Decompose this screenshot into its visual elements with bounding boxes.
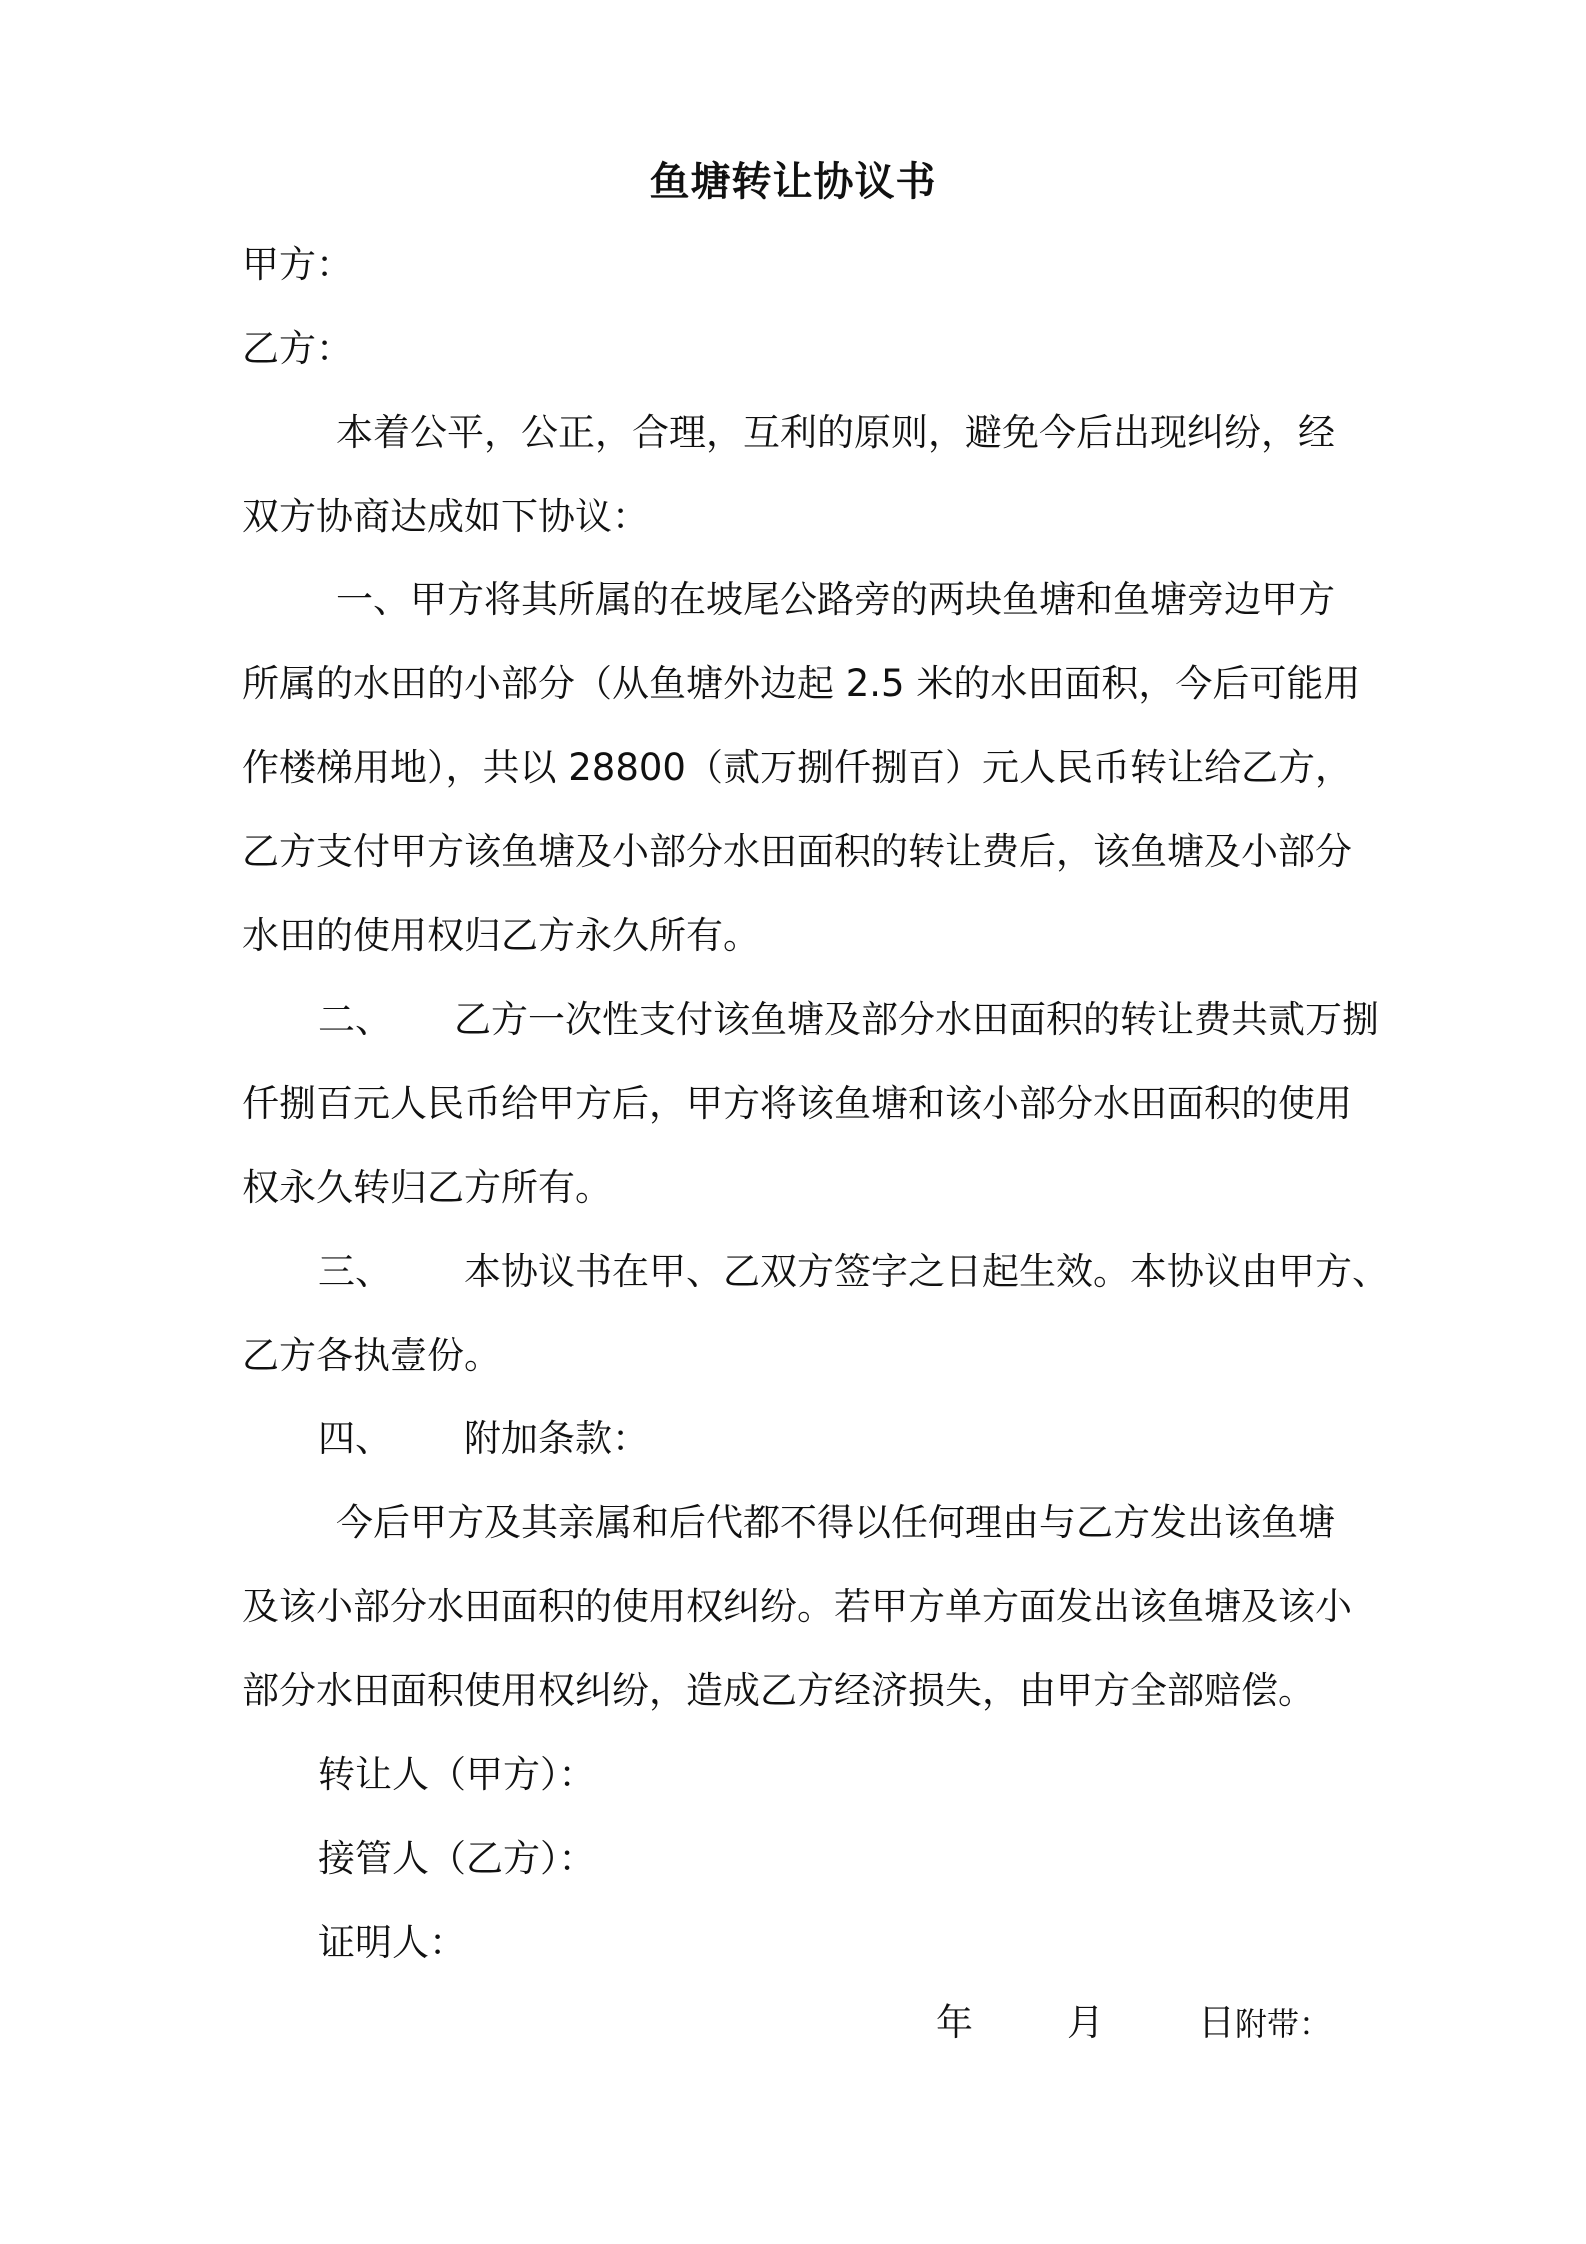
appendix-label: 附带： [1235,2005,1332,2043]
clause1-line-4: 乙方支付甲方该鱼塘及小部分水田面积的转让费后，该鱼塘及小部分 [242,830,1352,873]
clause2-line-3: 权永久转归乙方所有。 [242,1166,612,1209]
party-a-label: 甲方： [242,243,353,286]
additional-terms-line-2: 及该小部分水田面积的使用权纠纷。若甲方单方面发出该鱼塘及该小 [242,1585,1352,1628]
clause2-number: 二、 [318,998,392,1041]
clause1-line-5: 水田的使用权归乙方永久所有。 [242,914,760,957]
document-title: 鱼塘转让协议书 [649,159,937,205]
additional-terms-line-3: 部分水田面积使用权纠纷，造成乙方经济损失，由甲方全部赔偿。 [242,1669,1315,1712]
signature-receiver: 接管人（乙方）： [318,1837,596,1880]
date-row [936,1998,1331,2049]
clause3-line-2: 乙方各执壹份。 [242,1334,501,1377]
clause2-text-1: 乙方一次性支付该鱼塘及部分水田面积的转让费共贰万捌 [454,998,1379,1041]
clause4-number: 四、 [318,1417,392,1460]
clause2-line-2: 仟捌百元人民币给甲方后，甲方将该鱼塘和该小部分水田面积的使用 [242,1082,1352,1125]
signature-witness: 证明人： [318,1921,466,1964]
party-b-label: 乙方： [242,327,353,370]
additional-terms-line-1: 今后甲方及其亲属和后代都不得以任何理由与乙方发出该鱼塘 [336,1501,1335,1544]
clause1-line-1: 一、甲方将其所属的在坡尾公路旁的两块鱼塘和鱼塘旁边甲方 [336,578,1335,621]
clause1-line-3: 作楼梯用地），共以 28800（贰万捌仟捌百）元人民币转让给乙方， [242,746,1352,789]
date-year: 年 [936,2001,973,2044]
preamble-line-1: 本着公平，公正，合理，互利的原则，避免今后出现纠纷，经 [336,411,1335,454]
clause1-line-2: 所属的水田的小部分（从鱼塘外边起 2.5 米的水田面积，今后可能用 [242,662,1361,705]
clause4-heading: 附加条款： [464,1417,649,1460]
clause3-number: 三、 [318,1250,392,1293]
date-day: 日 [1198,2001,1235,2044]
clause2-line-1 [318,995,1379,1045]
clause4-line [318,1414,1438,1464]
date-month: 月 [1067,2001,1104,2044]
preamble-line-2: 双方协商达成如下协议： [242,495,649,538]
signature-transferor: 转让人（甲方）： [318,1753,596,1796]
clause3-text-1: 本协议书在甲、乙双方签字之日起生效。本协议由甲方、 [464,1250,1389,1293]
clause3-line-1 [318,1247,1389,1297]
